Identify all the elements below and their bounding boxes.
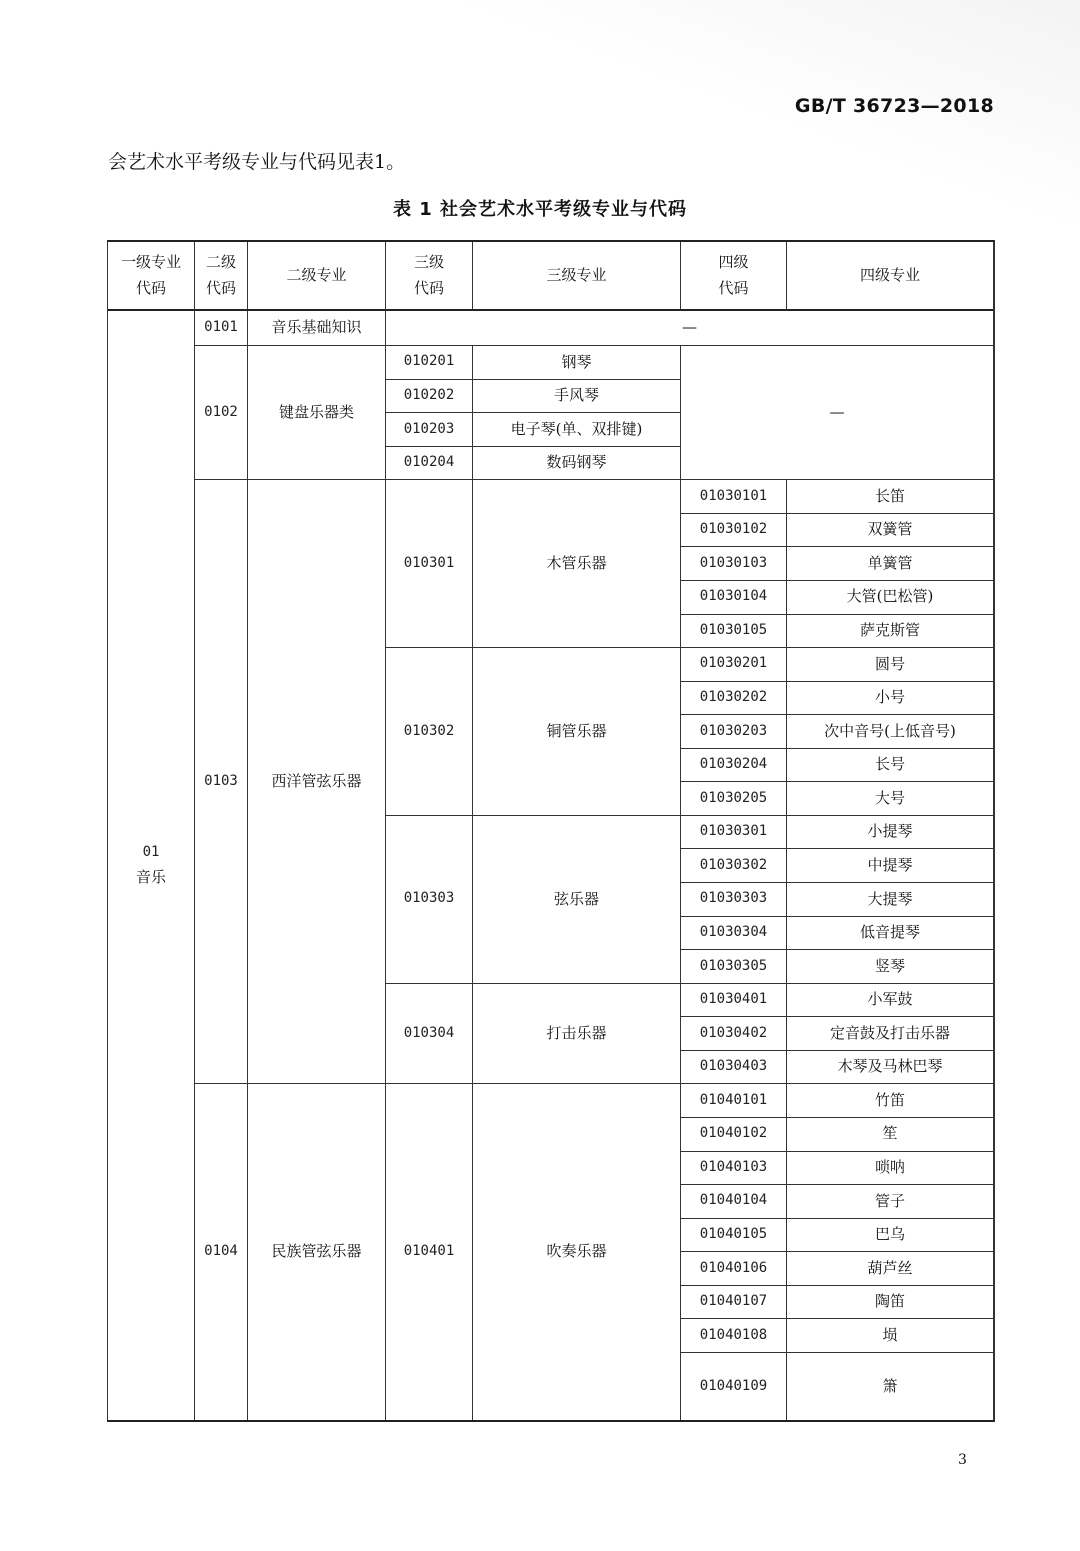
level4-name: 管子 [787, 1185, 993, 1219]
level4-name: 中提琴 [787, 849, 993, 883]
level4-name: 长笛 [787, 480, 993, 514]
header-level2-name: 二级专业 [248, 242, 386, 311]
header-text: 代码 [135, 278, 166, 297]
level4-code: 01030104 [681, 581, 787, 615]
level2-code: 0101 [195, 311, 248, 346]
level3-code: 010203 [386, 413, 473, 447]
header-level4-name: 四级专业 [787, 242, 993, 311]
level4-name: 定音鼓及打击乐器 [787, 1017, 993, 1051]
level4-name: 陶笛 [787, 1286, 993, 1320]
level4-name: 圆号 [787, 648, 993, 682]
level3-code: 010301 [386, 480, 473, 648]
level4-code: 01030101 [681, 480, 787, 514]
page-number: 3 [958, 1452, 967, 1468]
level4-code: 01030201 [681, 648, 787, 682]
level4-code: 01030403 [681, 1051, 787, 1085]
standard-number: GB/T 36723—2018 [794, 95, 994, 117]
level3-name: 电子琴(单、双排键) [473, 413, 681, 447]
level3-code: 010304 [386, 984, 473, 1085]
header-level3-code [386, 242, 473, 311]
intro-text: 会艺术水平考级专业与代码见表1。 [108, 151, 406, 173]
empty-dash-cell: — [386, 311, 993, 346]
level1-code: 01 [142, 843, 160, 860]
level3-code: 010202 [386, 380, 473, 414]
level4-code: 01030301 [681, 816, 787, 850]
level4-name: 箫 [882, 1376, 898, 1395]
level4-name: 埙 [787, 1319, 993, 1353]
level4-code: 01040109 [681, 1353, 787, 1420]
level1-cell [108, 311, 195, 1420]
level4-code: 01040106 [681, 1252, 787, 1286]
level4-code: 01030305 [681, 950, 787, 984]
level4-name: 唢呐 [787, 1152, 993, 1186]
level4-name: 大号 [787, 782, 993, 816]
level4-name: 木琴及马林巴琴 [787, 1051, 993, 1085]
level4-code: 01040102 [681, 1118, 787, 1152]
level2-name: 民族管弦乐器 [248, 1084, 386, 1420]
header-level3-name: 三级专业 [473, 242, 681, 311]
level4-code: 01030302 [681, 849, 787, 883]
level4-code: 01030402 [681, 1017, 787, 1051]
level4-code: 01040107 [681, 1286, 787, 1320]
level4-code: 01030204 [681, 749, 787, 783]
header-text: 代码 [205, 278, 236, 297]
level2-code: 0102 [195, 346, 248, 480]
header-level4-code [681, 242, 787, 311]
header-text: 一级专业 [120, 253, 181, 271]
level3-name: 手风琴 [473, 380, 681, 414]
header-text: 代码 [413, 278, 444, 297]
level3-code: 010302 [386, 648, 473, 816]
level3-name: 弦乐器 [473, 816, 681, 984]
level4-code: 01040101 [681, 1084, 787, 1118]
header-text: 三级 [413, 253, 444, 271]
level3-name: 钢琴 [473, 346, 681, 380]
level4-name: 葫芦丝 [787, 1252, 993, 1286]
level4-code: 01030205 [681, 782, 787, 816]
level3-code: 010303 [386, 816, 473, 984]
level4-code: 01040104 [681, 1185, 787, 1219]
level4-code: 01040105 [681, 1219, 787, 1253]
header-level1-code [108, 242, 195, 311]
level2-name: 西洋管弦乐器 [248, 480, 386, 1084]
level3-name: 木管乐器 [473, 480, 681, 648]
level3-code: 010401 [386, 1084, 473, 1420]
level4-name: 小军鼓 [787, 984, 993, 1018]
table-title: 表 1 社会艺术水平考级专业与代码 [392, 199, 688, 220]
level4-code: 01030203 [681, 715, 787, 749]
level4-code: 01040103 [681, 1152, 787, 1186]
level4-name: 竖琴 [787, 950, 993, 984]
level4-name: 低音提琴 [787, 917, 993, 951]
level2-name: 键盘乐器类 [248, 346, 386, 480]
level4-code: 01030102 [681, 514, 787, 548]
header-level2-code [195, 242, 248, 311]
level2-code: 0103 [195, 480, 248, 1084]
level4-name: 大提琴 [787, 883, 993, 917]
level4-name: 巴乌 [787, 1219, 993, 1253]
code-table [107, 240, 995, 1422]
level4-code: 01030304 [681, 917, 787, 951]
level4-name: 次中音号(上低音号) [787, 715, 993, 749]
level4-code: 01030202 [681, 682, 787, 716]
level4-name: 长号 [787, 749, 993, 783]
level4-name: 笙 [787, 1118, 993, 1152]
level4-name: 竹笛 [787, 1084, 993, 1118]
header-text: 二级 [205, 253, 236, 271]
level3-name: 数码钢琴 [473, 447, 681, 481]
level4-name: 双簧管 [787, 514, 993, 548]
level3-name: 吹奏乐器 [473, 1084, 681, 1420]
level4-name: 单簧管 [787, 547, 993, 581]
header-text: 代码 [718, 278, 749, 297]
level4-code: 01030303 [681, 883, 787, 917]
empty-dash-cell: — [681, 346, 993, 480]
level3-code: 010201 [386, 346, 473, 380]
level4-name: 萨克斯管 [787, 615, 993, 649]
level2-name: 音乐基础知识 [248, 311, 386, 346]
level3-code: 010204 [386, 447, 473, 481]
level4-code: 01030105 [681, 615, 787, 649]
level2-code: 0104 [195, 1084, 248, 1420]
level4-name: 小号 [787, 682, 993, 716]
level4-code: 01030103 [681, 547, 787, 581]
level3-name: 铜管乐器 [473, 648, 681, 816]
level3-name: 打击乐器 [473, 984, 681, 1085]
level4-name: 小提琴 [787, 816, 993, 850]
level4-name: 大管(巴松管) [787, 581, 993, 615]
level1-name: 音乐 [135, 867, 166, 886]
level4-code: 01040108 [681, 1319, 787, 1353]
level4-code: 01030401 [681, 984, 787, 1018]
header-text: 四级 [718, 253, 749, 271]
